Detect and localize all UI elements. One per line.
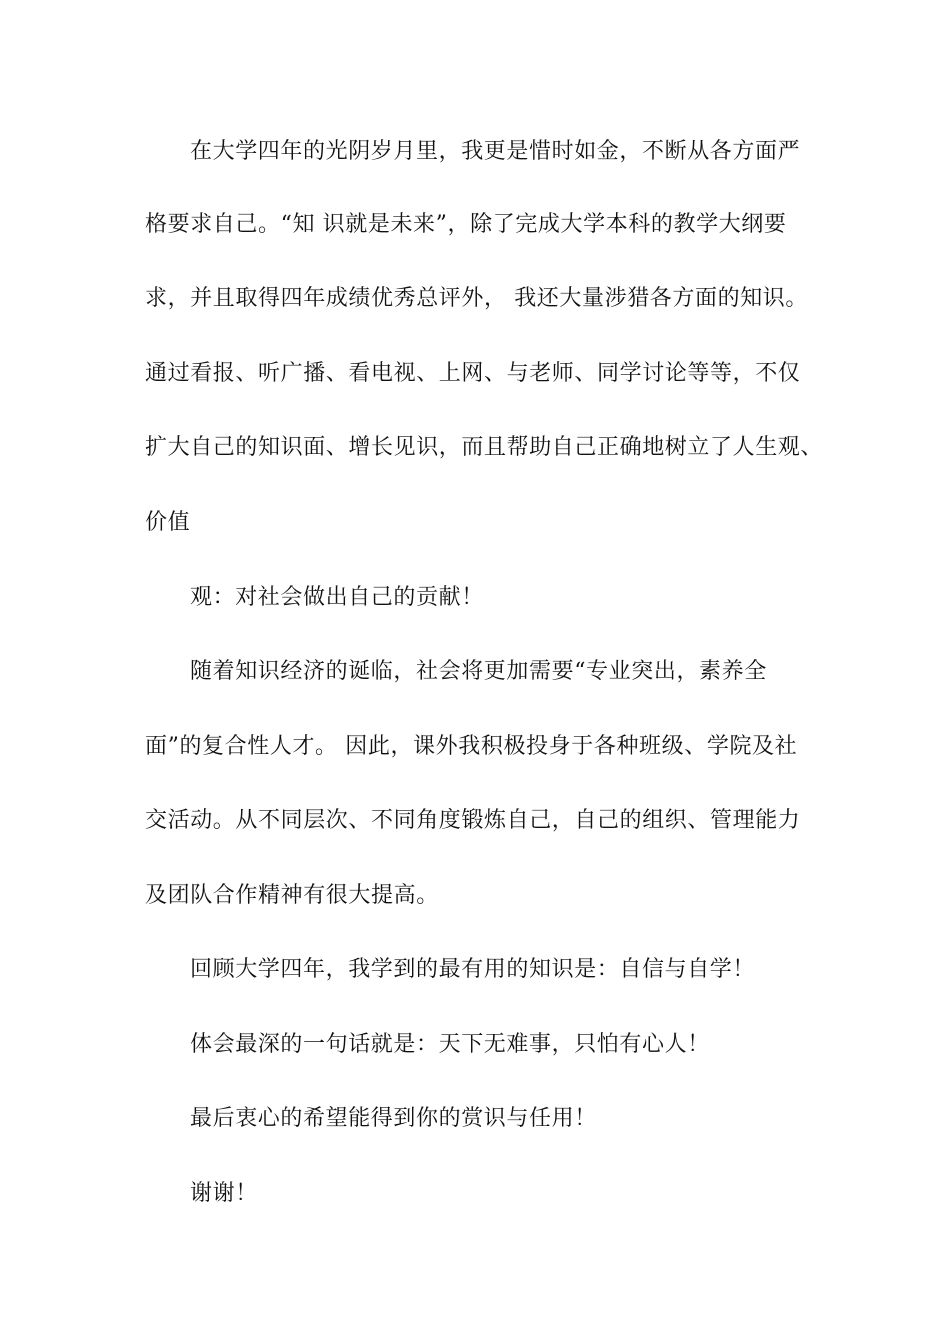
paragraph-line: 在大学四年的光阴岁月里，我更是惜时如金，不断从各方面严 [190,139,801,164]
paragraph-line: 格要求自己。“知 识就是未来”，除了完成大学本科的教学大纲要 [145,212,787,237]
paragraph-line: 及团队合作精神有很大提高。 [145,883,439,908]
paragraph-line: 观：对社会做出自己的贡献！ [190,585,484,610]
paragraph-line: 求，并且取得四年成绩优秀总评外， 我还大量涉猎各方面的知识。 [145,286,808,311]
paragraph-line: 面”的复合性人才。 因此，课外我积极投身于各种班级、学院及社 [145,734,798,759]
paragraph-line: 最后衷心的希望能得到你的赏识与任用！ [190,1106,597,1131]
paragraph-line: 体会最深的一句话就是：天下无难事，只怕有心人！ [190,1032,710,1057]
paragraph-line: 价值 [145,510,191,535]
paragraph-line: 谢谢！ [190,1181,258,1206]
paragraph-line: 随着知识经济的诞临，社会将更加需要“专业突出，素养全 [190,659,767,684]
paragraph-line: 交活动。从不同层次、不同角度锻炼自己，自己的组织、管理能力 [145,808,801,833]
paragraph-line: 回顾大学四年，我学到的最有用的知识是：自信与自学！ [190,957,756,982]
paragraph-line: 扩大自己的知识面、增长见识，而且帮助自己正确地树立了人生观、 [145,435,824,460]
paragraph-line: 通过看报、听广播、看电视、上网、与老师、同学讨论等等，不仅 [145,361,801,386]
